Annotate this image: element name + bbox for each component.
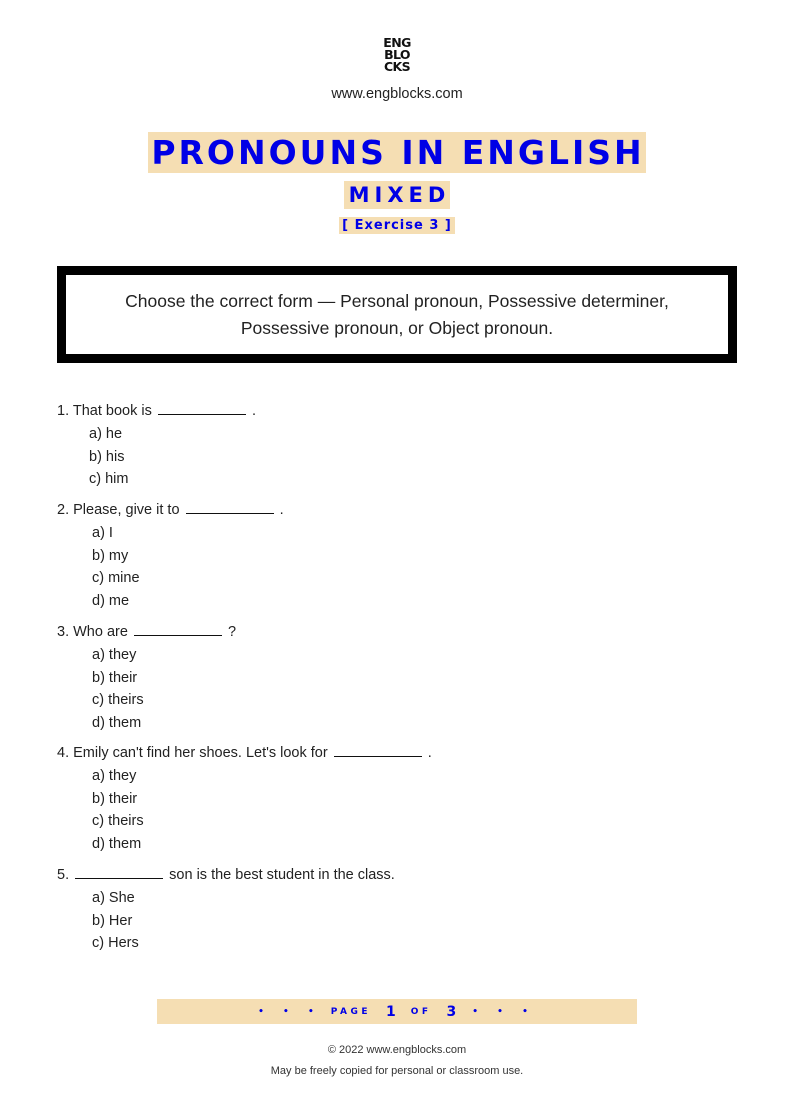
logo-line: BLO (384, 47, 410, 62)
instruction-box (57, 266, 737, 363)
total-pages-number: 3 (446, 1003, 457, 1020)
pagination-dots-left: • • • (258, 1006, 322, 1017)
question-number: 1. (57, 403, 70, 419)
option-item[interactable]: d) them (92, 835, 142, 852)
question-text-after: . (427, 745, 432, 761)
option-item[interactable]: d) me (92, 592, 130, 609)
question-3 (57, 621, 236, 642)
instruction-line: Choose the correct form — Personal pronoun, Possessive determiner, (125, 290, 669, 311)
question-4 (57, 742, 432, 763)
question-text: Who are (73, 624, 128, 640)
answer-blank[interactable] (334, 742, 422, 757)
answer-blank[interactable] (186, 499, 274, 514)
option-item[interactable]: b) his (89, 448, 125, 465)
subtitle-row (0, 181, 794, 209)
question-text: Emily can't find her shoes. Let's look for (73, 745, 328, 761)
option-item[interactable]: b) their (92, 669, 138, 686)
question-number: 5. (57, 867, 70, 883)
title-row (0, 132, 794, 173)
option-item[interactable]: c) theirs (92, 813, 144, 829)
pagination-dots-right: • • • (472, 1006, 536, 1017)
options-list-5 (92, 887, 139, 955)
options-list-3 (92, 644, 144, 734)
option-item[interactable]: c) mine (92, 570, 140, 586)
question-text-after: ? (228, 624, 237, 640)
current-page-number: 1 (385, 1003, 396, 1020)
page-title: PRONOUNS IN ENGLISH (148, 132, 645, 173)
exercise-label: [ Exercise 3 ] (339, 217, 455, 234)
site-url[interactable]: www.engblocks.com (331, 86, 463, 102)
option-item[interactable]: d) them (92, 714, 142, 731)
option-item[interactable]: b) Her (92, 912, 133, 929)
option-item[interactable]: a) I (92, 525, 113, 541)
option-item[interactable]: c) him (89, 471, 129, 487)
logo-line: ENG (383, 35, 411, 50)
question-1 (57, 400, 256, 421)
question-text-after: son is the best student in the class. (169, 867, 395, 883)
logo-line: CKS (383, 59, 411, 74)
instruction-line: Possessive pronoun, or Object pronoun. (240, 317, 554, 338)
options-list-4 (92, 765, 144, 855)
question-text: Please, give it to (73, 502, 180, 518)
pagination-bar (157, 999, 637, 1024)
answer-blank[interactable] (134, 621, 222, 636)
option-item[interactable]: a) She (92, 890, 135, 906)
question-number: 4. (57, 745, 70, 761)
option-item[interactable]: a) he (89, 426, 123, 442)
page-word: PAGE (330, 1006, 371, 1017)
option-item[interactable]: c) theirs (92, 692, 144, 708)
instruction-text (125, 288, 669, 342)
option-item[interactable]: b) their (92, 790, 138, 807)
option-item[interactable]: a) they (92, 768, 137, 784)
option-item[interactable]: a) they (92, 647, 137, 663)
option-item[interactable]: c) Hers (92, 935, 139, 951)
question-number: 2. (57, 502, 70, 518)
question-text: That book is (72, 403, 152, 419)
exercise-row (0, 216, 794, 234)
question-number: 3. (57, 624, 70, 640)
answer-blank[interactable] (158, 400, 246, 415)
question-2 (57, 499, 284, 520)
answer-blank[interactable] (75, 864, 163, 879)
option-item[interactable]: b) my (92, 547, 129, 564)
footer-copyright: © 2022 www.engblocks.com (327, 1044, 467, 1056)
options-list-1 (89, 423, 128, 491)
question-text-after: . (279, 502, 284, 518)
question-5 (57, 864, 395, 885)
engblocks-logo (379, 37, 415, 73)
of-word: OF (410, 1006, 432, 1017)
footer-license: May be freely copied for personal or classroom use. (270, 1065, 524, 1077)
question-text-after: . (251, 403, 256, 419)
page-subtitle: MIXED (344, 181, 451, 209)
options-list-2 (92, 522, 140, 612)
